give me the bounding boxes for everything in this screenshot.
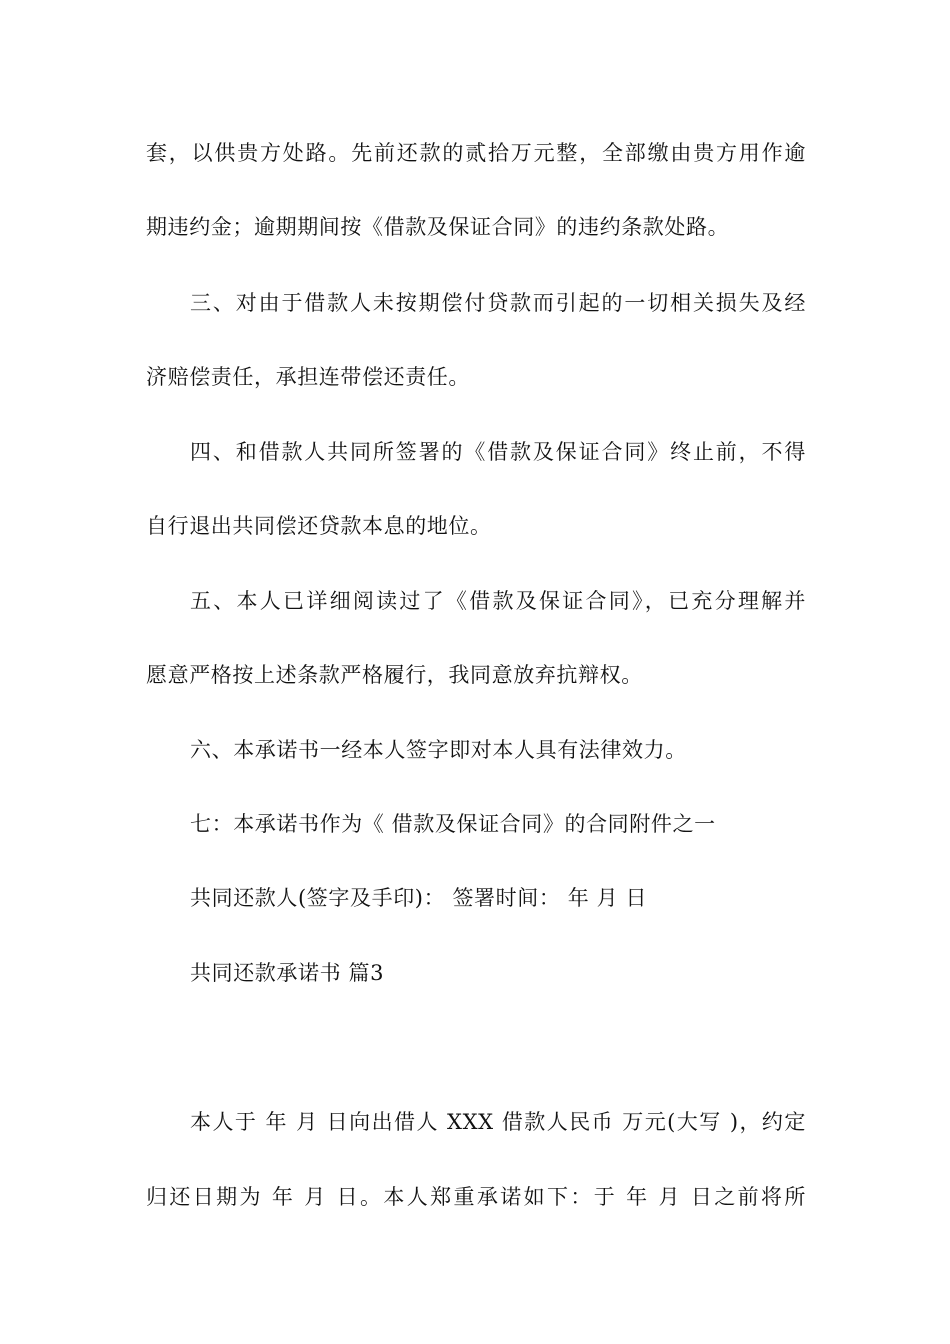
clause-six-line: 六、本承诺书一经本人签字即对本人具有法律效力。 xyxy=(190,738,687,762)
paragraph-line: 套，以供贵方处路。先前还款的贰拾万元整，全部缴由贵方用作逾 xyxy=(146,141,806,165)
clause-five-line: 五、本人已详细阅读过了《借款及保证合同》，已充分理解并 xyxy=(190,589,806,613)
clause-three-line: 三、对由于借款人未按期偿付贷款而引起的一切相关损失及经 xyxy=(190,291,806,315)
paragraph-line: 济赔偿责任，承担连带偿还责任。 xyxy=(146,365,470,389)
paragraph-line: 愿意严格按上述条款严格履行，我同意放弃抗辩权。 xyxy=(146,663,643,687)
paragraph-line: 自行退出共同偿还贷款本息的地位。 xyxy=(146,514,492,538)
clause-seven-line: 七：本承诺书作为《 借款及保证合同》的合同附件之一 xyxy=(190,812,716,836)
clause-four-line: 四、和借款人共同所签署的《借款及保证合同》终止前，不得 xyxy=(190,440,806,464)
paragraph-line: 本人于 年 月 日向出借人 XXX 借款人民币 万元(大写 )，约定 xyxy=(190,1110,806,1134)
signature-line: 共同还款人(签字及手印)： 签署时间： 年 月 日 xyxy=(190,886,648,910)
paragraph-line: 归还日期为 年 月 日。本人郑重承诺如下：于 年 月 日之前将所 xyxy=(146,1185,806,1209)
section-heading: 共同还款承诺书 篇3 xyxy=(190,961,385,985)
paragraph-line: 期违约金；逾期期间按《借款及保证合同》的违约条款处路。 xyxy=(146,215,730,239)
